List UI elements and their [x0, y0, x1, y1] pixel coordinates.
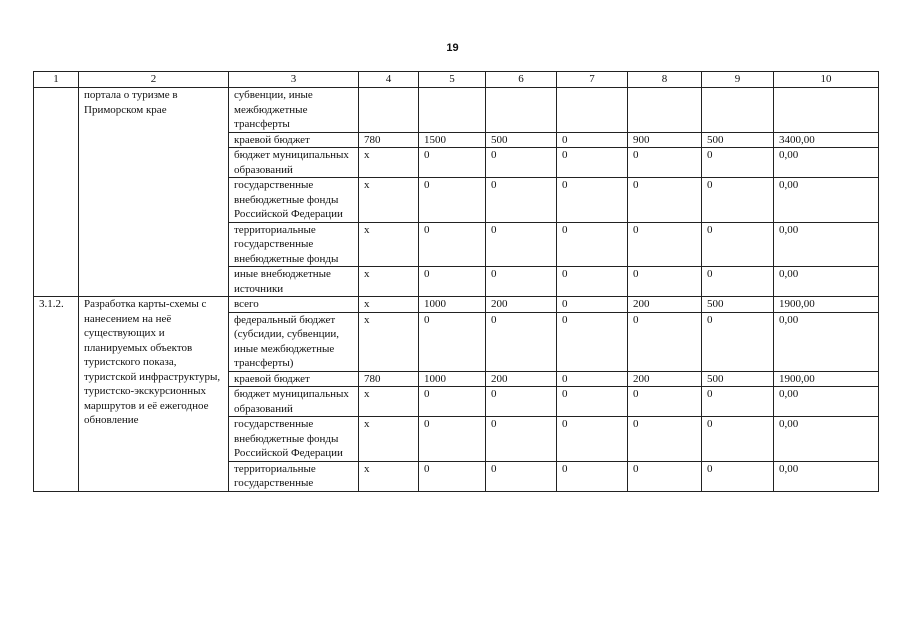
amount-cell: 1000 — [419, 371, 486, 387]
item-code — [34, 88, 79, 297]
amount-cell: х — [359, 461, 419, 491]
amount-cell: 900 — [628, 132, 702, 148]
amount-cell: 0,00 — [774, 387, 879, 417]
amount-cell — [486, 88, 557, 133]
funding-source: иные внебюджетные источники — [229, 267, 359, 297]
amount-cell: 0,00 — [774, 461, 879, 491]
amount-cell: х — [359, 148, 419, 178]
amount-cell: 0 — [557, 267, 628, 297]
amount-cell: х — [359, 267, 419, 297]
amount-cell: 0 — [628, 267, 702, 297]
funding-source: бюджет муниципальных образований — [229, 148, 359, 178]
funding-source: бюджет муниципальных образований — [229, 387, 359, 417]
amount-cell: 0 — [702, 461, 774, 491]
amount-cell: 0 — [702, 222, 774, 267]
amount-cell: 0,00 — [774, 312, 879, 371]
amount-cell: 0 — [486, 148, 557, 178]
column-header: 6 — [486, 72, 557, 88]
amount-cell: 0 — [702, 312, 774, 371]
amount-cell: 780 — [359, 371, 419, 387]
item-title: портала о туризме в Приморском крае — [79, 88, 229, 297]
amount-cell: 1900,00 — [774, 371, 879, 387]
column-header: 1 — [34, 72, 79, 88]
amount-cell: 3400,00 — [774, 132, 879, 148]
amount-cell: х — [359, 222, 419, 267]
table-row — [34, 88, 879, 133]
funding-source: государственные внебюджетные фонды Российской Федерации — [229, 417, 359, 462]
amount-cell — [774, 88, 879, 133]
funding-source: всего — [229, 297, 359, 313]
amount-cell: 0 — [486, 461, 557, 491]
amount-cell: 0 — [702, 387, 774, 417]
amount-cell: 0 — [628, 417, 702, 462]
funding-source: государственные внебюджетные фонды Российской Федерации — [229, 178, 359, 223]
page-number: 19 — [446, 42, 459, 54]
amount-cell: 0 — [702, 148, 774, 178]
amount-cell: 500 — [486, 132, 557, 148]
table-row — [34, 297, 879, 313]
amount-cell: 0 — [419, 178, 486, 223]
amount-cell: 0 — [419, 222, 486, 267]
amount-cell: 0 — [557, 312, 628, 371]
amount-cell: 0 — [557, 148, 628, 178]
amount-cell: 200 — [486, 371, 557, 387]
amount-cell: х — [359, 312, 419, 371]
amount-cell: 1900,00 — [774, 297, 879, 313]
funding-source: краевой бюджет — [229, 371, 359, 387]
amount-cell: 780 — [359, 132, 419, 148]
amount-cell: 0,00 — [774, 178, 879, 223]
amount-cell: х — [359, 417, 419, 462]
column-header: 8 — [628, 72, 702, 88]
amount-cell: 0 — [702, 178, 774, 223]
amount-cell: 0,00 — [774, 417, 879, 462]
amount-cell: 0 — [557, 387, 628, 417]
amount-cell: 0 — [628, 312, 702, 371]
column-header: 9 — [702, 72, 774, 88]
amount-cell: 0 — [419, 387, 486, 417]
amount-cell — [702, 88, 774, 133]
amount-cell: 0 — [557, 132, 628, 148]
funding-source: федеральный бюджет (субсидии, субвенции, иные межбюджетные трансферты) — [229, 312, 359, 371]
amount-cell: 0 — [419, 267, 486, 297]
item-code: 3.1.2. — [34, 297, 79, 492]
amount-cell: 0 — [486, 267, 557, 297]
amount-cell: 0 — [486, 178, 557, 223]
amount-cell: 0 — [486, 387, 557, 417]
amount-cell: 0 — [628, 148, 702, 178]
amount-cell: 0 — [419, 417, 486, 462]
amount-cell: 200 — [628, 297, 702, 313]
amount-cell: 1000 — [419, 297, 486, 313]
amount-cell: 0 — [419, 461, 486, 491]
amount-cell: х — [359, 387, 419, 417]
amount-cell: 0 — [557, 222, 628, 267]
funding-source: территориальные государственные — [229, 461, 359, 491]
header-row — [34, 72, 879, 88]
amount-cell: 0,00 — [774, 267, 879, 297]
amount-cell: 200 — [486, 297, 557, 313]
amount-cell: 0 — [486, 312, 557, 371]
column-header: 10 — [774, 72, 879, 88]
amount-cell: 0 — [557, 371, 628, 387]
amount-cell: 0 — [486, 417, 557, 462]
funding-source: субвенции, иные межбюджетные трансферты — [229, 88, 359, 133]
amount-cell: 500 — [702, 371, 774, 387]
amount-cell: 0 — [628, 387, 702, 417]
amount-cell: 500 — [702, 132, 774, 148]
column-header: 7 — [557, 72, 628, 88]
amount-cell: 1500 — [419, 132, 486, 148]
amount-cell: х — [359, 297, 419, 313]
amount-cell: 0 — [702, 417, 774, 462]
amount-cell: 0,00 — [774, 148, 879, 178]
funding-source: краевой бюджет — [229, 132, 359, 148]
amount-cell: 0 — [557, 297, 628, 313]
amount-cell — [359, 88, 419, 133]
amount-cell: 0 — [628, 178, 702, 223]
budget-table — [33, 71, 879, 492]
amount-cell: 0 — [486, 222, 557, 267]
amount-cell: 0 — [557, 417, 628, 462]
amount-cell: 500 — [702, 297, 774, 313]
amount-cell: 0 — [628, 461, 702, 491]
amount-cell: 0 — [419, 148, 486, 178]
funding-source: территориальные государственные внебюджетные фонды — [229, 222, 359, 267]
amount-cell: 200 — [628, 371, 702, 387]
amount-cell — [628, 88, 702, 133]
amount-cell: 0 — [628, 222, 702, 267]
amount-cell — [557, 88, 628, 133]
column-header: 5 — [419, 72, 486, 88]
amount-cell: 0,00 — [774, 222, 879, 267]
amount-cell: 0 — [557, 178, 628, 223]
amount-cell: х — [359, 178, 419, 223]
amount-cell: 0 — [557, 461, 628, 491]
amount-cell: 0 — [702, 267, 774, 297]
amount-cell — [419, 88, 486, 133]
column-header: 3 — [229, 72, 359, 88]
column-header: 2 — [79, 72, 229, 88]
amount-cell: 0 — [419, 312, 486, 371]
item-title: Разработка карты-схемы с нанесением на неё существующих и планируемых объектов туристского показа, туристской инфраструктуры, туристско-экскурсионных маршрутов и её ежегодное обновление — [79, 297, 229, 492]
column-header: 4 — [359, 72, 419, 88]
